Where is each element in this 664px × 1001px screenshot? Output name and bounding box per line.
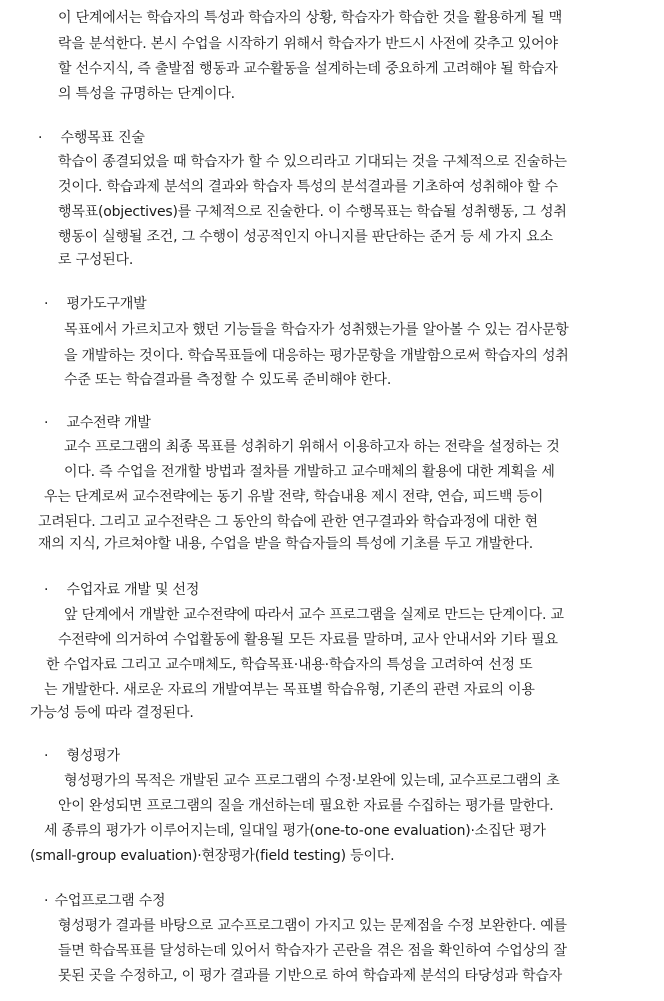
section-heading bbox=[44, 294, 146, 314]
section-heading bbox=[44, 413, 151, 433]
section-line: 형성평가 결과를 바탕으로 교수프로그램이 가지고 있는 문제점을 수정 보완한다. 예를 bbox=[58, 918, 567, 934]
section-line: 행동이 실행될 조건, 그 수행이 성공적인지 아니지를 판단하는 준거 등 세 가지 요소 bbox=[58, 229, 553, 245]
section-line: 수전략에 의거하여 수업활동에 활용될 모든 자료를 말하며, 교사 안내서와 기타 필요 bbox=[58, 632, 558, 648]
section-line: 앞 단계에서 개발한 교수전략에 따라서 교수 프로그램을 실제로 만드는 단계이다. 교 bbox=[64, 607, 564, 623]
section-line: 로 구성된다. bbox=[58, 252, 134, 268]
section-line: 가능성 등에 따라 결정된다. bbox=[30, 705, 194, 721]
section-line: 안이 완성되면 프로그램의 질을 개선하는데 필요한 자료를 수집하는 평가를 말한다. bbox=[58, 798, 554, 814]
section-heading bbox=[44, 580, 199, 600]
section-title: 수업프로그램 수정 bbox=[54, 893, 166, 909]
section-line: 재의 지식, 가르쳐야할 내용, 수업을 받을 학습자들의 특성에 기초를 두고 개발한다. bbox=[38, 536, 533, 552]
bullet-icon: · bbox=[44, 748, 49, 764]
section-line: 목표에서 가르치고자 했던 기능들을 학습자가 성취했는가를 알아볼 수 있는 검사문항 bbox=[64, 322, 569, 338]
section-line: 못된 곳을 수정하고, 이 평가 결과를 기반으로 하여 학습과제 분석의 타당성과 학습자 bbox=[58, 968, 563, 984]
intro-line: 이 단계에서는 학습자의 특성과 학습자의 상황, 학습자가 학습한 것을 활용하게 될 맥 bbox=[58, 10, 563, 26]
section-line: 는 개발한다. 새로운 자료의 개발여부는 목표별 학습유형, 기존의 관련 자료의 이용 bbox=[44, 682, 535, 698]
bullet-icon: · bbox=[44, 415, 49, 431]
intro-line: 할 선수지식, 즉 출발점 행동과 교수활동을 설계하는데 중요하게 고려해야 될 학습자 bbox=[58, 61, 558, 77]
bullet-icon: · bbox=[44, 893, 49, 909]
section-line: (small-group evaluation)·현장평가(field testing) 등이다. bbox=[30, 848, 395, 864]
section-line: 수준 또는 학습결과를 측정할 수 있도록 준비해야 한다. bbox=[64, 372, 392, 388]
bullet-icon: · bbox=[44, 582, 49, 598]
section-line: 학습이 종결되었을 때 학습자가 할 수 있으리라고 기대되는 것을 구체적으로 진술하는 bbox=[58, 154, 567, 170]
section-heading bbox=[44, 891, 165, 911]
section-heading bbox=[38, 128, 145, 148]
section-title: 수업자료 개발 및 선정 bbox=[66, 582, 200, 598]
section-line: 을 개발하는 것이다. 학습목표들에 대응하는 평가문항을 개발함으로써 학습자의 성취 bbox=[64, 348, 569, 364]
section-title: 형성평가 bbox=[66, 748, 120, 764]
section-title: 평가도구개발 bbox=[66, 296, 147, 312]
section-line: 들면 학습목표를 달성하는데 있어서 학습자가 곤란을 겪은 점을 확인하여 수업상의 잘 bbox=[58, 943, 567, 959]
bullet-icon: · bbox=[44, 296, 49, 312]
section-line: 한 수업자료 그리고 교수매체도, 학습목표·내용·학습자의 특성을 고려하여 선정 또 bbox=[46, 657, 533, 673]
section-line: 세 종류의 평가가 이루어지는데, 일대일 평가(one-to-one evaluation)·소집단 평가 bbox=[44, 823, 546, 839]
section-line: 이다. 즉 수업을 전개할 방법과 절차를 개발하고 교수매체의 활용에 대한 계획을 세 bbox=[64, 464, 555, 480]
section-line: 우는 단계로써 교수전략에는 동기 유발 전략, 학습내용 제시 전략, 연습, 피드백 등이 bbox=[44, 489, 544, 505]
section-line: 형성평가의 목적은 개발된 교수 프로그램의 수정·보완에 있는데, 교수프로그램의 초 bbox=[64, 773, 560, 789]
section-line: 것이다. 학습과제 분석의 결과와 학습자 특성의 분석결과를 기초하여 성취해야 할 수 bbox=[58, 179, 558, 195]
intro-line: 락을 분석한다. 본시 수업을 시작하기 위해서 학습자가 반드시 사전에 갖추고 있어야 bbox=[58, 36, 558, 52]
section-title: 교수전략 개발 bbox=[66, 415, 151, 431]
intro-line: 의 특성을 규명하는 단계이다. bbox=[58, 86, 235, 102]
bullet-icon: · bbox=[38, 130, 43, 146]
section-line: 고려된다. 그리고 교수전략은 그 동안의 학습에 관한 연구결과와 학습과정에 대한 현 bbox=[38, 514, 538, 530]
section-line: 교수 프로그램의 최종 목표를 성취하기 위해서 이용하고자 하는 전략을 설정하는 것 bbox=[64, 439, 560, 455]
section-title: 수행목표 진술 bbox=[60, 130, 145, 146]
section-heading bbox=[44, 746, 120, 766]
section-line: 행목표(objectives)를 구체적으로 진술한다. 이 수행목표는 학습될 성취행동, 그 성취 bbox=[58, 204, 567, 220]
